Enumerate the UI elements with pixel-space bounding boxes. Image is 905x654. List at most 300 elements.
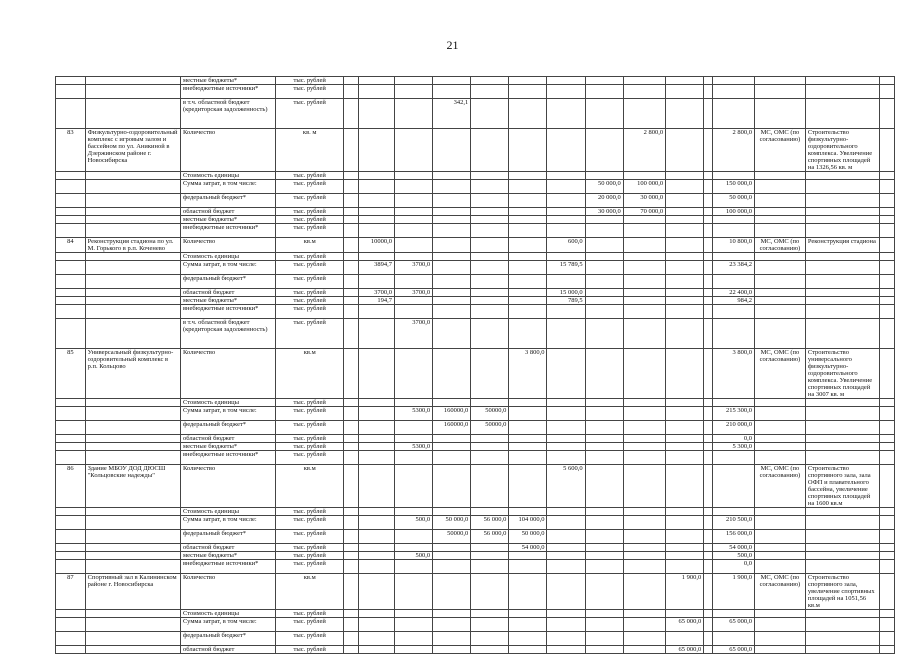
table-cell: тыс. рублей (276, 399, 344, 407)
table-cell (704, 574, 712, 610)
table-cell (433, 610, 471, 618)
table-cell: Строительство физкультурно-оздоровительного комплекса. Увеличение спортивных площадей на 1326,56 кв. м (805, 129, 879, 172)
table-cell (394, 465, 432, 508)
table-cell (623, 275, 665, 289)
table-cell (85, 632, 180, 646)
table-cell (471, 508, 509, 516)
table-cell: Физкультурно-оздоровительный комплекс с игровым залом и бассейном по ул. Аникиной в Дзержинском районе г. Новосибирска (85, 129, 180, 172)
table-cell (433, 261, 471, 275)
table-cell (666, 261, 704, 275)
table-cell (433, 560, 471, 574)
table-cell (56, 530, 86, 544)
table-cell (547, 552, 585, 560)
table-cell (805, 508, 879, 516)
table-cell (509, 407, 547, 421)
table-cell: Реконструкция стадиона по ул. М. Горького в р.п. Коченево (85, 238, 180, 253)
table-cell (547, 305, 585, 319)
table-cell (704, 129, 712, 172)
table-cell (471, 646, 509, 654)
table-cell (712, 99, 754, 129)
table-cell: 50 000,0 (509, 530, 547, 544)
table-cell: 50 000,0 (712, 194, 754, 208)
table-cell (358, 407, 394, 421)
table-cell: областной бюджет (180, 544, 275, 552)
table-cell (880, 574, 895, 610)
table-cell (755, 508, 806, 516)
table-cell (85, 443, 180, 451)
table-cell (880, 552, 895, 560)
table-cell (755, 85, 806, 99)
table-cell: тыс. рублей (276, 544, 344, 552)
table-cell (880, 421, 895, 435)
table-cell (85, 544, 180, 552)
table-cell (85, 216, 180, 224)
table-cell: тыс. рублей (276, 508, 344, 516)
table-cell (394, 297, 432, 305)
table-cell (344, 516, 359, 530)
table-cell: 210 000,0 (712, 421, 754, 435)
table-cell (394, 172, 432, 180)
table-row (56, 610, 895, 618)
table-cell (433, 275, 471, 289)
table-cell (509, 465, 547, 508)
table-cell (704, 172, 712, 180)
table-cell (805, 85, 879, 99)
table-cell: 194,7 (358, 297, 394, 305)
table-cell (358, 129, 394, 172)
table-cell (56, 180, 86, 194)
table-cell (880, 85, 895, 99)
table-cell (880, 305, 895, 319)
table-cell: 3700,0 (358, 289, 394, 297)
table-row (56, 451, 895, 465)
table-cell (56, 77, 86, 85)
table-cell (755, 435, 806, 443)
table-cell (585, 216, 623, 224)
table-cell (358, 77, 394, 85)
table-cell (344, 646, 359, 654)
table-cell (394, 435, 432, 443)
table-cell (623, 216, 665, 224)
table-cell (56, 646, 86, 654)
table-cell: 3700,0 (394, 289, 432, 297)
table-cell (509, 646, 547, 654)
table-cell (585, 349, 623, 399)
table-cell (358, 530, 394, 544)
table-cell (56, 552, 86, 560)
table-cell (880, 451, 895, 465)
table-cell (358, 172, 394, 180)
table-cell (509, 208, 547, 216)
table-cell (666, 289, 704, 297)
table-cell: тыс. рублей (276, 646, 344, 654)
table-cell (585, 443, 623, 451)
table-cell (56, 435, 86, 443)
table-row (56, 275, 895, 289)
table-cell (85, 194, 180, 208)
table-cell: Строительство универсального физкультурно-оздоровительного комплекса. Увеличение спортивных площадей на 3007 кв. м (805, 349, 879, 399)
table-cell (547, 180, 585, 194)
table-cell (666, 530, 704, 544)
table-cell (805, 297, 879, 305)
table-cell (755, 421, 806, 435)
table-cell (344, 261, 359, 275)
table-cell (56, 289, 86, 297)
table-cell (85, 451, 180, 465)
table-cell: 10 800,0 (712, 238, 754, 253)
table-cell (805, 407, 879, 421)
table-cell (755, 319, 806, 349)
table-cell (704, 180, 712, 194)
table-cell: 5300,0 (394, 443, 432, 451)
table-row (56, 421, 895, 435)
table-cell (344, 194, 359, 208)
table-cell (344, 275, 359, 289)
table-cell (509, 180, 547, 194)
table-cell (394, 646, 432, 654)
table-cell: 5 600,0 (547, 465, 585, 508)
table-cell (433, 574, 471, 610)
table-cell (623, 319, 665, 349)
table-cell (585, 129, 623, 172)
table-cell: тыс. рублей (276, 319, 344, 349)
table-cell (344, 530, 359, 544)
table-cell (666, 172, 704, 180)
table-cell (704, 261, 712, 275)
table-row (56, 99, 895, 129)
table-row (56, 435, 895, 443)
table-cell (433, 216, 471, 224)
table-cell (344, 319, 359, 349)
table-cell: 65 000,0 (712, 646, 754, 654)
table-cell: тыс. рублей (276, 560, 344, 574)
table-cell: Строительство спортивного зала, зала ОФП и плавательного бассейна, увеличение спортивных площадей на 1600 кв.м (805, 465, 879, 508)
table-cell (358, 194, 394, 208)
table-cell: 20 000,0 (585, 194, 623, 208)
table-cell (666, 305, 704, 319)
table-cell: 500,0 (394, 516, 432, 530)
table-cell (344, 224, 359, 238)
table-cell (394, 253, 432, 261)
table-cell: 2 800,0 (623, 129, 665, 172)
table-cell (471, 618, 509, 632)
table-cell (755, 552, 806, 560)
table-cell: 10000,0 (358, 238, 394, 253)
table-cell: кв.м (276, 574, 344, 610)
table-cell: 84 (56, 238, 86, 253)
table-cell (394, 544, 432, 552)
table-cell (755, 275, 806, 289)
table-cell (805, 544, 879, 552)
table-cell: тыс. рублей (276, 180, 344, 194)
table-cell (623, 516, 665, 530)
table-cell: 100 000,0 (623, 180, 665, 194)
table-cell (85, 297, 180, 305)
table-cell (880, 261, 895, 275)
table-cell (471, 435, 509, 443)
table-cell (344, 305, 359, 319)
table-cell (85, 516, 180, 530)
table-cell (358, 216, 394, 224)
table-cell (471, 632, 509, 646)
table-cell (547, 451, 585, 465)
table-cell (509, 172, 547, 180)
table-cell (547, 530, 585, 544)
table-cell (344, 435, 359, 443)
table-cell (585, 77, 623, 85)
table-cell: областной бюджет (180, 435, 275, 443)
table-cell: в т.ч. областной бюджет (кредиторская задолженность) (180, 99, 275, 129)
table-cell (712, 508, 754, 516)
table-cell (85, 435, 180, 443)
table-cell: федеральный бюджет* (180, 275, 275, 289)
table-cell: Универсальный физкультурно-оздоровительный комплекс в р.п. Кольцово (85, 349, 180, 399)
table-cell (56, 85, 86, 99)
table-cell (509, 319, 547, 349)
table-cell (547, 399, 585, 407)
table-row (56, 632, 895, 646)
table-cell (394, 208, 432, 216)
table-cell: 3 800,0 (509, 349, 547, 399)
table-cell: кв.м (276, 238, 344, 253)
table-row (56, 349, 895, 399)
table-cell (358, 85, 394, 99)
table-cell (358, 349, 394, 399)
table-cell (56, 275, 86, 289)
table-cell (56, 443, 86, 451)
table-cell (56, 516, 86, 530)
table-cell (344, 399, 359, 407)
table-cell: 3700,0 (394, 319, 432, 349)
table-cell (666, 610, 704, 618)
table-cell (704, 319, 712, 349)
table-cell (56, 172, 86, 180)
table-cell (547, 421, 585, 435)
table-cell (805, 305, 879, 319)
table-cell (85, 224, 180, 238)
table-cell (433, 435, 471, 443)
table-cell (471, 319, 509, 349)
table-cell: тыс. рублей (276, 99, 344, 129)
table-cell (712, 85, 754, 99)
table-cell (394, 224, 432, 238)
table-cell (585, 421, 623, 435)
table-cell (704, 349, 712, 399)
table-cell (585, 319, 623, 349)
table-cell: 5 300,0 (712, 443, 754, 451)
table-row (56, 289, 895, 297)
table-cell (880, 508, 895, 516)
table-row (56, 465, 895, 508)
table-cell (56, 421, 86, 435)
table-cell (704, 297, 712, 305)
table-cell (471, 85, 509, 99)
table-cell (585, 85, 623, 99)
table-cell (85, 399, 180, 407)
table-cell (433, 319, 471, 349)
table-cell (547, 574, 585, 610)
table-cell: местные бюджеты* (180, 77, 275, 85)
table-cell: 54 000,0 (712, 544, 754, 552)
table-cell (85, 610, 180, 618)
table-cell: 30 000,0 (623, 194, 665, 208)
table-cell: тыс. рублей (276, 172, 344, 180)
table-cell (666, 99, 704, 129)
table-cell (755, 261, 806, 275)
table-cell (509, 451, 547, 465)
table-cell (623, 289, 665, 297)
table-cell (85, 319, 180, 349)
table-cell (85, 289, 180, 297)
table-cell (433, 85, 471, 99)
table-cell (880, 216, 895, 224)
table-cell (666, 407, 704, 421)
table-cell (704, 465, 712, 508)
table-cell: 789,5 (547, 297, 585, 305)
table-cell (805, 180, 879, 194)
table-cell (585, 305, 623, 319)
table-cell (880, 180, 895, 194)
table-cell (433, 289, 471, 297)
table-cell (704, 560, 712, 574)
table-cell (755, 99, 806, 129)
table-cell (704, 224, 712, 238)
table-cell (358, 224, 394, 238)
table-cell (471, 253, 509, 261)
table-cell (56, 319, 86, 349)
table-row (56, 544, 895, 552)
table-cell (85, 618, 180, 632)
table-cell (880, 129, 895, 172)
table-cell (358, 99, 394, 129)
table-cell (704, 435, 712, 443)
table-cell (471, 297, 509, 305)
table-cell: Сумма затрат, в том числе: (180, 407, 275, 421)
table-cell (623, 451, 665, 465)
table-cell (344, 253, 359, 261)
table-row (56, 530, 895, 544)
table-cell (547, 172, 585, 180)
table-cell (755, 289, 806, 297)
table-cell (344, 451, 359, 465)
table-cell: 56 000,0 (471, 516, 509, 530)
table-cell (56, 508, 86, 516)
table-cell (547, 544, 585, 552)
table-cell: 0,0 (712, 435, 754, 443)
table-cell (704, 289, 712, 297)
table-cell (344, 129, 359, 172)
table-cell (666, 224, 704, 238)
table-cell (755, 194, 806, 208)
table-cell (358, 560, 394, 574)
table-cell (880, 194, 895, 208)
table-cell (666, 552, 704, 560)
table-cell (712, 451, 754, 465)
table-cell (712, 172, 754, 180)
table-cell (394, 305, 432, 319)
table-row (56, 305, 895, 319)
table-cell (509, 289, 547, 297)
table-cell (509, 610, 547, 618)
table-cell: тыс. рублей (276, 435, 344, 443)
table-cell (509, 574, 547, 610)
table-cell (358, 632, 394, 646)
table-row (56, 574, 895, 610)
table-cell (547, 349, 585, 399)
table-cell (623, 544, 665, 552)
table-cell: тыс. рублей (276, 421, 344, 435)
table-cell: 54 000,0 (509, 544, 547, 552)
table-cell: Сумма затрат, в том числе: (180, 516, 275, 530)
table-cell (547, 216, 585, 224)
table-cell (880, 530, 895, 544)
table-cell (755, 172, 806, 180)
table-cell: МС, ОМС (по согласованию) (755, 349, 806, 399)
table-cell: внебюджетные источники* (180, 305, 275, 319)
table-cell (471, 129, 509, 172)
table-cell (547, 224, 585, 238)
table-cell (358, 319, 394, 349)
table-cell (56, 618, 86, 632)
table-cell (358, 552, 394, 560)
table-cell (471, 238, 509, 253)
table-cell (666, 443, 704, 451)
table-cell (805, 275, 879, 289)
table-cell (585, 451, 623, 465)
table-cell (56, 99, 86, 129)
table-cell (880, 632, 895, 646)
table-cell (433, 238, 471, 253)
table-cell (344, 85, 359, 99)
table-cell (344, 552, 359, 560)
table-cell (394, 451, 432, 465)
table-cell (666, 399, 704, 407)
table-cell: тыс. рублей (276, 77, 344, 85)
table-cell (56, 560, 86, 574)
table-cell (712, 399, 754, 407)
table-cell: федеральный бюджет* (180, 530, 275, 544)
table-cell (56, 253, 86, 261)
table-cell (344, 77, 359, 85)
table-cell (547, 516, 585, 530)
table-cell (358, 508, 394, 516)
table-cell (805, 435, 879, 443)
table-cell (471, 465, 509, 508)
table-cell (358, 618, 394, 632)
table-cell (433, 618, 471, 632)
table-cell (358, 574, 394, 610)
table-cell (344, 180, 359, 194)
table-cell (358, 180, 394, 194)
table-cell (344, 297, 359, 305)
table-cell: 3 800,0 (712, 349, 754, 399)
table-cell (623, 407, 665, 421)
table-row (56, 297, 895, 305)
table-cell (394, 180, 432, 194)
table-cell (623, 610, 665, 618)
table-cell (666, 77, 704, 85)
table-cell (704, 208, 712, 216)
table-cell: 65 000,0 (712, 618, 754, 632)
table-cell: 342,1 (433, 99, 471, 129)
table-row (56, 77, 895, 85)
table-cell (56, 194, 86, 208)
table-cell (56, 632, 86, 646)
table-cell: МС, ОМС (по согласованию) (755, 238, 806, 253)
table-cell (85, 275, 180, 289)
table-cell (712, 319, 754, 349)
table-cell (394, 85, 432, 99)
